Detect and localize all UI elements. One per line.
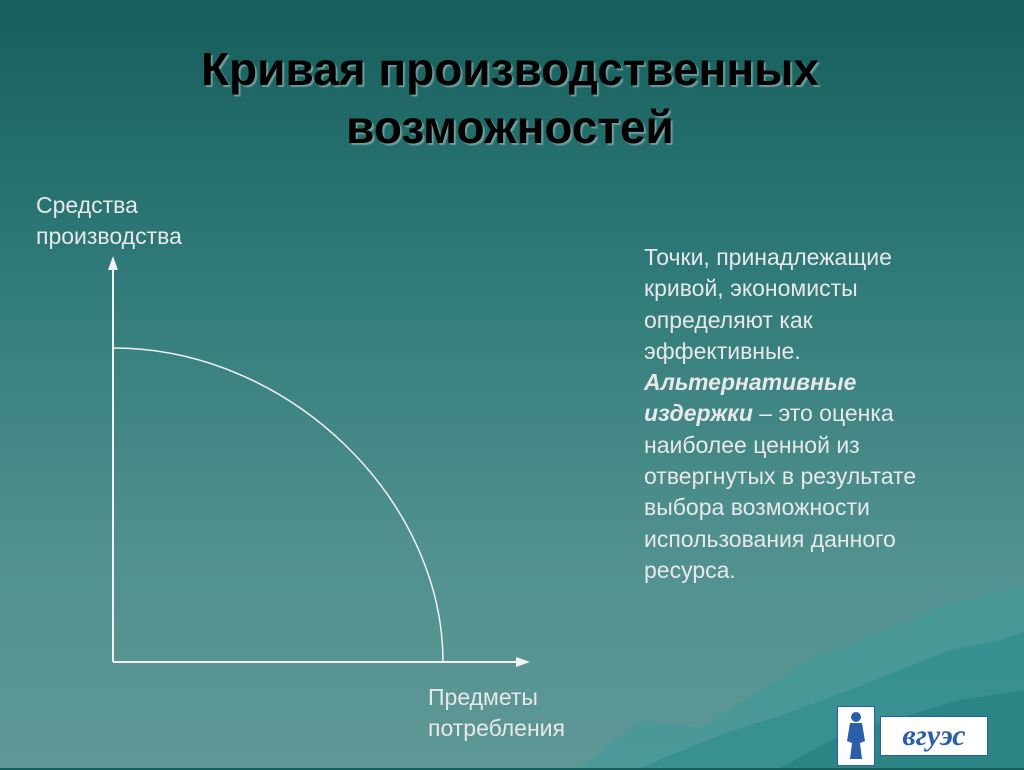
y-axis-label-line-1: Средства [36,192,138,218]
x-axis-label-line-2: потребления [428,715,565,741]
x-axis-label-line-1: Предметы [428,684,538,710]
y-axis-label-line-2: производства [36,223,182,249]
production-possibility-curve [113,348,443,662]
description-paragraph-1: Точки, принадлежащие кривой, экономисты определяют как эффективные. [644,244,892,364]
x-axis-arrow [516,657,530,667]
statue-icon [837,706,875,766]
title-line-2: возможностей [346,101,674,153]
y-axis-arrow [108,256,118,270]
x-axis-label [428,682,565,744]
term-opportunity-cost: Альтернативные издержки [644,369,857,427]
title-line-1: Кривая производственных [200,43,819,95]
description-text [644,242,934,586]
description-paragraph-2: – это оценка наиболее ценной из отвергнутых в результате выбора возможности использования данного ресурса. [644,400,917,583]
university-logo: вгуэс [880,716,988,756]
